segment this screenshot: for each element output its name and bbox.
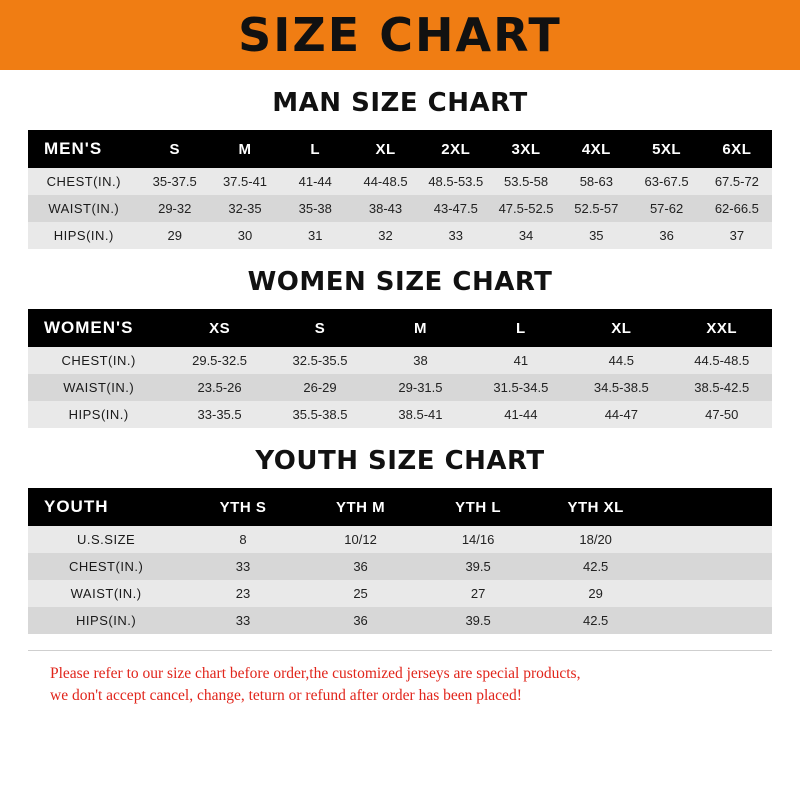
column-header: M [413, 319, 427, 337]
table-cell: 31 [308, 228, 323, 243]
table-cell: 35 [589, 228, 604, 243]
table-cell: 47-50 [705, 407, 739, 422]
column-header: XL [611, 319, 632, 337]
footer-line-2: we don't accept cancel, change, teturn or refund after order has been placed! [50, 687, 522, 705]
table-cell: 33 [448, 228, 464, 243]
column-header-spacer [654, 488, 772, 526]
men-size-table [28, 130, 772, 249]
table-cell: 41 [513, 353, 529, 368]
table-row [28, 222, 772, 249]
table-cell: 39.5 [465, 613, 491, 628]
table-cell: 10/12 [344, 532, 377, 547]
table-row [28, 607, 772, 634]
column-header: 4XL [581, 140, 611, 158]
footer-disclaimer [28, 650, 772, 708]
column-header: M [238, 140, 252, 158]
table-cell: 33 [235, 559, 251, 574]
table-cell: 47.5-52.5 [498, 201, 554, 216]
table-cell: 58-63 [579, 174, 613, 189]
table-cell: 29-32 [158, 201, 192, 216]
table-cell: 39.5 [465, 559, 491, 574]
table-cell: 35.5-38.5 [292, 407, 348, 422]
column-header: MEN'S [44, 139, 103, 158]
row-label: CHEST(IN.) [61, 353, 136, 368]
page-title: SIZE CHART [238, 8, 562, 62]
table-cell: 35-37.5 [152, 174, 197, 189]
table-cell: 25 [353, 586, 368, 601]
table-cell: 26-29 [303, 380, 337, 395]
section-title-men: MAN SIZE CHART [272, 88, 528, 118]
table-cell: 43-47.5 [433, 201, 478, 216]
table-header-row [28, 309, 772, 347]
table-cell: 35-38 [298, 201, 332, 216]
row-label: HIPS(IN.) [53, 228, 114, 243]
table-cell: 23 [235, 586, 251, 601]
row-label: WAIST(IN.) [63, 380, 135, 395]
table-cell: 8 [239, 532, 247, 547]
youth-size-table [28, 488, 772, 634]
table-cell: 67.5-72 [714, 174, 759, 189]
table-cell: 38-43 [368, 201, 403, 216]
column-header: YTH L [455, 498, 502, 516]
table-cell: 32-35 [228, 201, 262, 216]
column-header: YTH M [335, 498, 386, 516]
column-header: L [516, 319, 526, 337]
table-row [28, 195, 772, 222]
column-header: S [314, 319, 326, 337]
column-header: L [310, 140, 321, 158]
table-cell-empty [654, 553, 772, 580]
column-header: 5XL [652, 140, 682, 158]
table-row [28, 580, 772, 607]
table-cell: 18/20 [579, 532, 612, 547]
table-cell: 30 [237, 228, 253, 243]
table-cell: 41-44 [298, 174, 332, 189]
row-label: CHEST(IN.) [68, 559, 144, 574]
table-cell: 29 [588, 586, 603, 601]
table-cell: 34 [518, 228, 534, 243]
table-cell: 57-62 [649, 201, 684, 216]
table-row [28, 347, 772, 374]
table-cell: 38.5-41 [398, 407, 443, 422]
column-header: YTH XL [567, 498, 624, 516]
table-cell: 38 [413, 353, 428, 368]
table-row [28, 168, 772, 195]
section-men [28, 88, 772, 249]
table-cell: 62-66.5 [714, 201, 759, 216]
table-cell: 63-67.5 [644, 174, 689, 189]
table-cell-empty [654, 526, 772, 553]
column-header: XS [209, 319, 231, 337]
column-header: XL [375, 140, 396, 158]
table-header-row [28, 488, 772, 526]
table-cell: 37.5-41 [222, 174, 268, 189]
table-cell: 34.5-38.5 [593, 380, 649, 395]
section-women [28, 267, 772, 428]
row-label: WAIST(IN.) [70, 586, 142, 601]
table-cell: 14/16 [461, 532, 495, 547]
table-row [28, 401, 772, 428]
column-header: 6XL [722, 140, 752, 158]
column-header: XXL [706, 319, 738, 337]
table-row [28, 553, 772, 580]
column-header: 3XL [511, 140, 541, 158]
footer-line-1: Please refer to our size chart before order,the customized jerseys are special products, [50, 665, 581, 682]
table-cell: 44.5 [608, 353, 634, 368]
section-title-women: WOMEN SIZE CHART [247, 267, 553, 297]
table-cell: 48.5-53.5 [428, 174, 484, 189]
table-cell: 36 [659, 228, 674, 243]
table-cell: 29 [167, 228, 182, 243]
table-cell-empty [654, 607, 772, 634]
content-area [0, 88, 800, 708]
table-row [28, 374, 772, 401]
table-cell: 44-47 [604, 407, 638, 422]
table-cell: 52.5-57 [574, 201, 619, 216]
table-cell: 44-48.5 [363, 174, 408, 189]
row-label: WAIST(IN.) [48, 201, 120, 216]
table-cell: 32 [378, 228, 393, 243]
table-cell: 29-31.5 [398, 380, 443, 395]
section-title-youth: YOUTH SIZE CHART [255, 446, 545, 476]
table-cell: 36 [353, 559, 368, 574]
table-cell: 23.5-26 [197, 380, 242, 395]
column-header: YOUTH [44, 497, 109, 516]
row-label: U.S.SIZE [77, 532, 136, 547]
column-header: WOMEN'S [44, 318, 134, 337]
table-cell: 29.5-32.5 [192, 353, 248, 368]
table-cell: 27 [470, 586, 486, 601]
table-cell: 42.5 [582, 613, 609, 628]
table-cell: 33-35.5 [197, 407, 242, 422]
table-cell: 41-44 [504, 407, 538, 422]
table-cell: 38.5-42.5 [694, 380, 750, 395]
row-label: HIPS(IN.) [68, 407, 129, 422]
table-cell: 42.5 [582, 559, 609, 574]
table-cell: 32.5-35.5 [292, 353, 348, 368]
table-cell: 31.5-34.5 [493, 380, 549, 395]
table-cell: 36 [353, 613, 368, 628]
column-header: 2XL [441, 140, 471, 158]
page-banner [0, 0, 800, 70]
table-cell: 44.5-48.5 [694, 353, 750, 368]
table-cell: 33 [235, 613, 251, 628]
section-youth [28, 446, 772, 634]
table-cell: 53.5-58 [504, 174, 549, 189]
table-cell: 37 [729, 228, 745, 243]
row-label: CHEST(IN.) [46, 174, 121, 189]
table-cell-empty [654, 580, 772, 607]
column-header: YTH S [219, 498, 267, 516]
women-size-table [28, 309, 772, 428]
row-label: HIPS(IN.) [76, 613, 137, 628]
table-header-row [28, 130, 772, 168]
table-row [28, 526, 772, 553]
column-header: S [169, 140, 180, 158]
